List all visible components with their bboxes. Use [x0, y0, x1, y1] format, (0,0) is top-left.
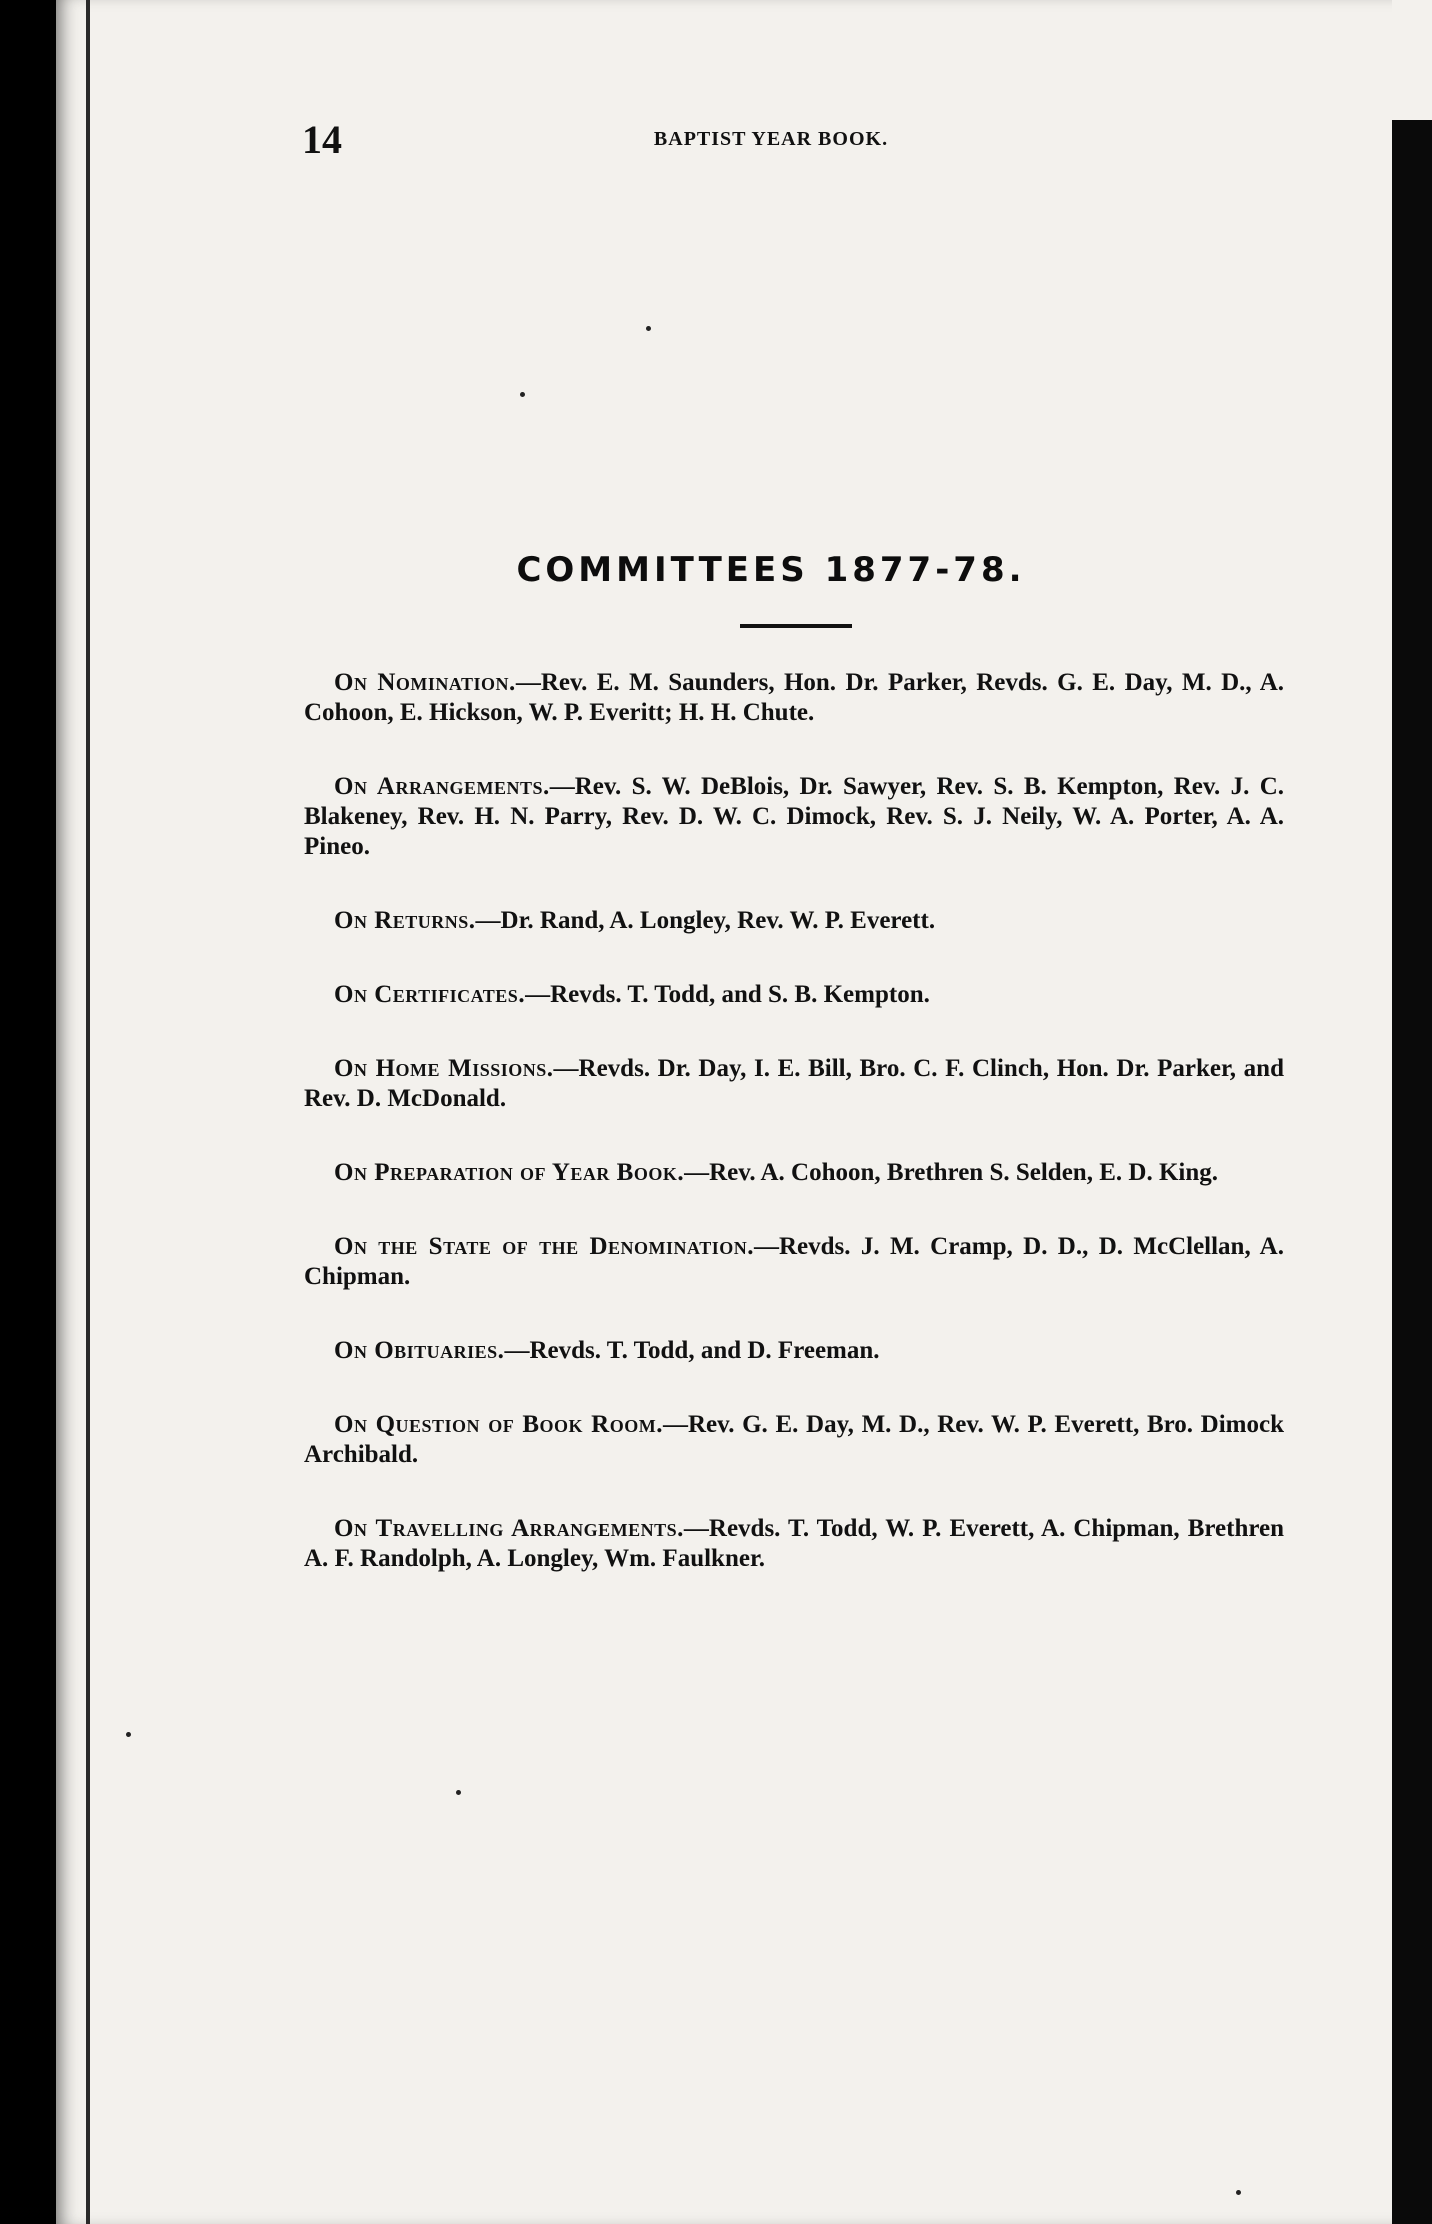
book-page — [56, 0, 1392, 2224]
committee-topic: On Arrangements. — [334, 773, 550, 800]
committee-topic: On Obituaries. — [334, 1337, 505, 1364]
committee-list — [304, 668, 1284, 1618]
committee-members: —Revds. T. Todd, and D. Freeman. — [504, 1337, 880, 1364]
committee-topic: On Question of Book Room. — [334, 1411, 663, 1438]
ink-speck — [1236, 2190, 1241, 2195]
committee-topic: On Travelling Arrangements. — [334, 1515, 684, 1542]
committee-members: —Dr. Rand, A. Longley, Rev. W. P. Everett. — [475, 907, 936, 934]
title-rule — [740, 624, 852, 628]
ink-speck — [520, 392, 525, 397]
committee-members: —Revds. T. Todd, W. P. Everett, A. Chipman, Brethren A. F. Randolph, A. Longley, Wm. Faulkner. — [304, 1515, 1284, 1572]
committee-members: —Rev. E. M. Saunders, Hon. Dr. Parker, Revds. G. E. Day, M. D., A. Cohoon, E. Hickson, W. P. Everitt; H. H. Chute. — [304, 669, 1284, 726]
section-title: COMMITTEES 1877-78. — [516, 550, 1026, 590]
committee-entry — [304, 1336, 1284, 1366]
committee-members: —Revds. T. Todd, and S. B. Kempton. — [525, 981, 930, 1008]
committee-topic: On Certificates. — [334, 981, 526, 1008]
ink-speck — [126, 1732, 131, 1737]
committee-topic: On Preparation of Year Book. — [334, 1159, 685, 1186]
ink-speck — [646, 326, 651, 331]
committee-topic: On Home Missions. — [334, 1055, 554, 1082]
committee-topic: On Nomination. — [334, 669, 516, 696]
page-number: 14 — [302, 117, 342, 162]
committee-entry — [304, 1054, 1284, 1114]
committee-entry — [304, 772, 1284, 862]
committee-members: —Revds. Dr. Day, I. E. Bill, Bro. C. F. Clinch, Hon. Dr. Parker, and Rev. D. McDonald. — [304, 1055, 1284, 1112]
facing-page-sliver — [1392, 0, 1432, 120]
committee-entry — [304, 906, 1284, 936]
committee-topic: On Returns. — [334, 907, 476, 934]
binding-gutter — [86, 0, 90, 2224]
committee-members: —Revds. J. M. Cramp, D. D., D. McClellan, A. Chipman. — [304, 1233, 1284, 1290]
committee-entry — [304, 668, 1284, 728]
committee-topic: On the State of the Denomination. — [334, 1233, 754, 1260]
facing-page-edge — [1392, 0, 1432, 2224]
committee-entry — [304, 1410, 1284, 1470]
committee-entry — [304, 1514, 1284, 1574]
committee-members: —Rev. S. W. DeBlois, Dr. Sawyer, Rev. S. B. Kempton, Rev. J. C. Blakeney, Rev. H. N. Parry, Rev. D. W. C. Dimock, Rev. S. J. Neily, W. A. Porter, A. A. Pineo. — [304, 773, 1285, 860]
ink-speck — [456, 1790, 461, 1795]
committee-members: —Rev. A. Cohoon, Brethren S. Selden, E. D. King. — [684, 1159, 1218, 1186]
committee-entry — [304, 1232, 1284, 1292]
committee-members: —Rev. G. E. Day, M. D., Rev. W. P. Everett, Bro. Dimock Archibald. — [304, 1411, 1285, 1468]
page-header — [246, 116, 1296, 164]
committee-entry — [304, 1158, 1284, 1188]
running-head: BAPTIST YEAR BOOK. — [653, 128, 889, 150]
committee-entry — [304, 980, 1284, 1010]
